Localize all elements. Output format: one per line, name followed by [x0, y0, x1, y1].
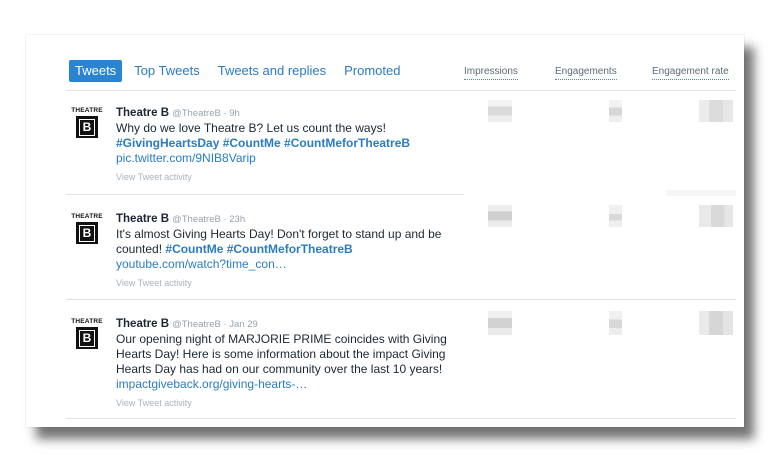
header-divider [66, 90, 736, 91]
tab-promoted[interactable]: Promoted [344, 63, 401, 78]
theatre-b-logo [70, 213, 104, 244]
row-shadow-blur [666, 190, 736, 196]
tweet-author-name[interactable]: Theatre B [116, 213, 170, 225]
tweet-link[interactable]: youtube.com/watch?time_con… [116, 257, 287, 271]
tweet-author-name[interactable]: Theatre B [116, 107, 170, 119]
tweet-handle-time[interactable]: @TheatreB · Jan 29 [172, 319, 258, 330]
analytics-card [26, 35, 744, 427]
tab-tweets[interactable]: Tweets [69, 60, 122, 82]
logo-letter: B [79, 225, 95, 242]
engagement-rate-value-blurred [699, 311, 733, 335]
row-divider [66, 194, 464, 195]
column-impressions[interactable]: Impressions [464, 66, 518, 80]
logo-mark [76, 222, 98, 244]
engagements-value-blurred [609, 311, 622, 335]
engagements-value-blurred [609, 100, 622, 122]
logo-letter: B [79, 330, 95, 347]
row-divider [66, 418, 736, 419]
view-tweet-activity-link[interactable]: View Tweet activity [116, 398, 192, 408]
view-tweet-activity-link[interactable]: View Tweet activity [116, 172, 192, 182]
tab-top-tweets[interactable]: Top Tweets [134, 63, 200, 78]
tweet-link[interactable]: impactgiveback.org/giving-hearts-… [116, 377, 308, 391]
column-engagement-rate[interactable]: Engagement rate [652, 66, 729, 80]
tweet-header [116, 318, 456, 331]
logo-letter: B [79, 119, 95, 136]
tweet-body: It's almost Giving Hearts Day! Don't forget to stand up and be counted! [116, 227, 442, 256]
tweet-text [116, 332, 456, 392]
impressions-value-blurred [488, 205, 512, 227]
tweet-text [116, 121, 456, 166]
logo-mark [76, 116, 98, 138]
logo-mark [76, 327, 98, 349]
tweet-hashtags[interactable]: #CountMe #CountMeforTheatreB [165, 242, 353, 256]
logo-wordmark: THEATRE [71, 318, 103, 325]
tab-tweets-and-replies[interactable]: Tweets and replies [217, 63, 327, 78]
row-divider [66, 299, 736, 300]
tweet-body: Why do we love Theatre B? Let us count the ways! [116, 121, 386, 135]
impressions-value-blurred [488, 311, 512, 335]
engagement-rate-value-blurred [699, 205, 733, 227]
tweet-text [116, 227, 456, 272]
engagement-rate-value-blurred [699, 100, 733, 122]
tweet-header [116, 213, 456, 226]
tweet-content [116, 107, 456, 182]
tweet-hashtags[interactable]: #GivingHeartsDay #CountMe #CountMeforTheatreB [116, 136, 411, 150]
impressions-value-blurred [488, 100, 512, 122]
tweet-handle-time[interactable]: @TheatreB · 9h [172, 108, 240, 119]
column-engagements[interactable]: Engagements [555, 66, 617, 80]
engagements-value-blurred [609, 205, 622, 227]
tweet-link[interactable]: pic.twitter.com/9NIB8Varip [116, 151, 256, 165]
tweet-content [116, 318, 456, 408]
theatre-b-logo [70, 318, 104, 349]
tweet-content [116, 213, 456, 288]
view-tweet-activity-link[interactable]: View Tweet activity [116, 278, 192, 288]
tweet-author-name[interactable]: Theatre B [116, 318, 170, 330]
tweet-header [116, 107, 456, 120]
tweet-handle-time[interactable]: @TheatreB · 23h [172, 214, 246, 225]
tweet-body: Our opening night of MARJORIE PRIME coincides with Giving Hearts Day! Here is some information about the impact Giving Hearts Day has had on our community over the last 10 years! [116, 332, 447, 376]
theatre-b-logo [70, 107, 104, 138]
tweet-tabs [69, 60, 413, 82]
logo-wordmark: THEATRE [71, 213, 103, 220]
logo-wordmark: THEATRE [71, 107, 103, 114]
